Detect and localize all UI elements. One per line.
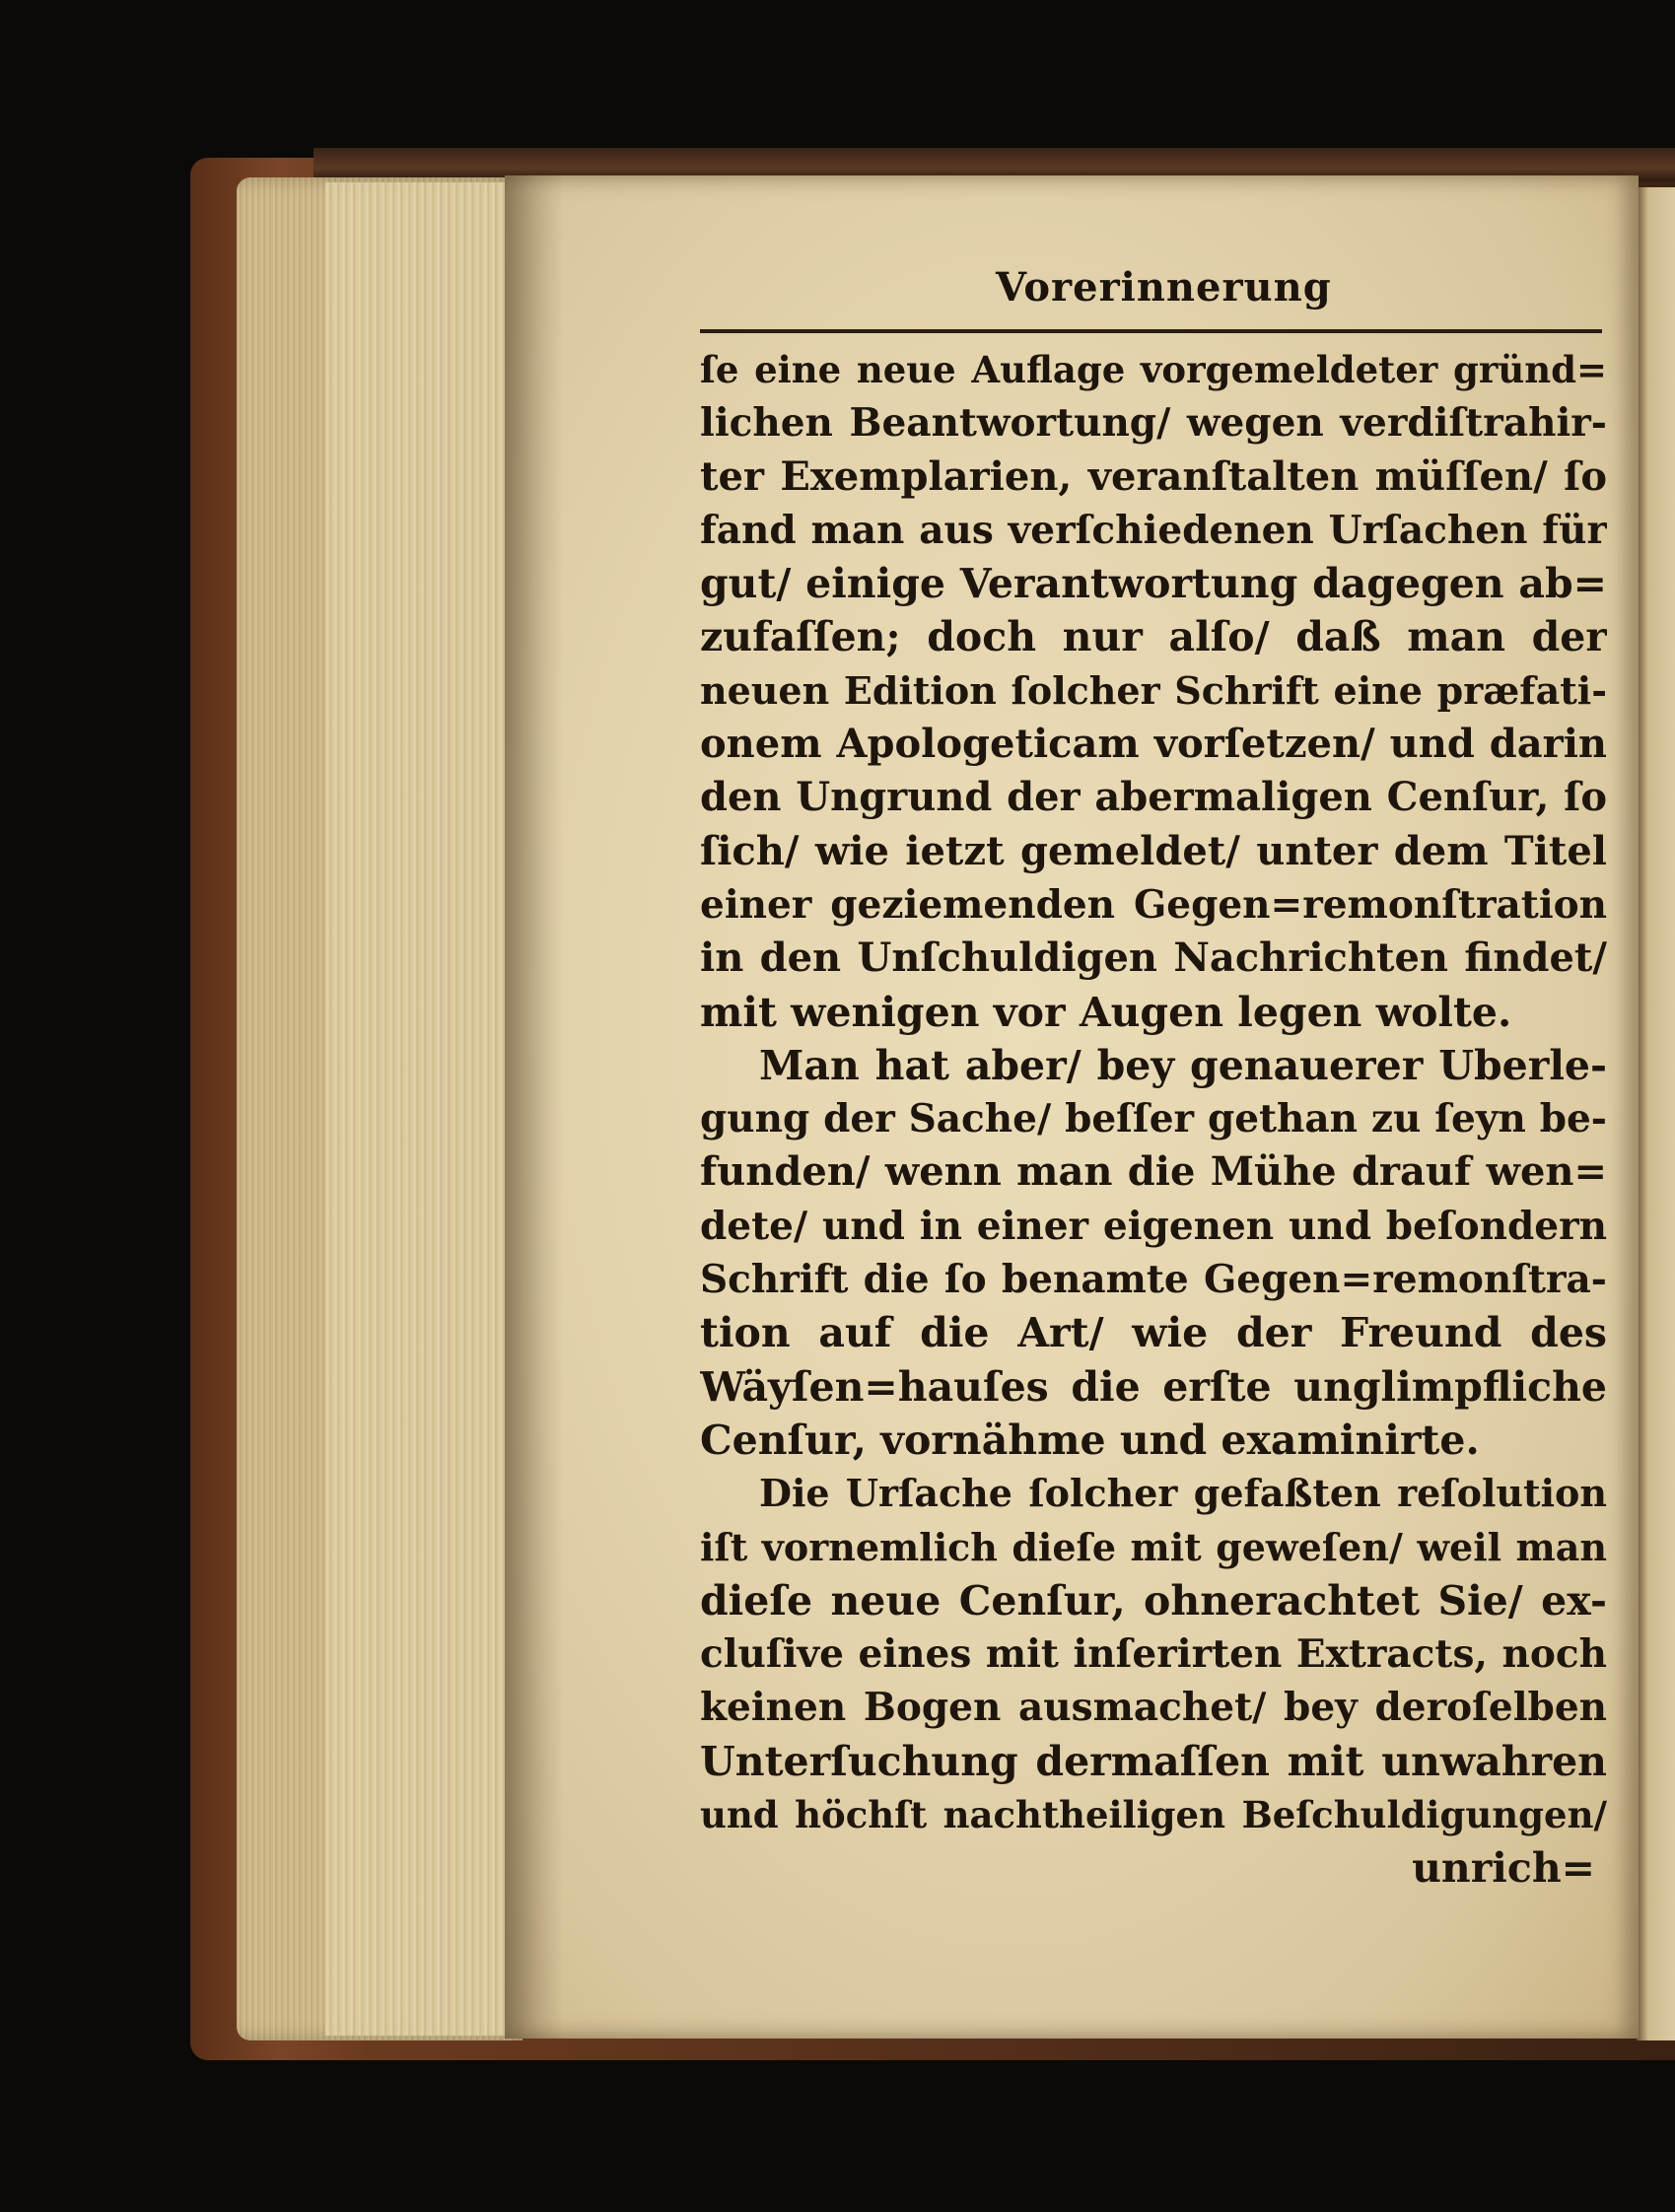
text-line: Die Urſache ſolcher gefaßten reſolution [759,1471,1607,1516]
text-line: und höchſt nachtheiligen Beſchuldigungen/ [700,1793,1607,1837]
text-line: Man hat aber/ bey genauerer Uberle- [759,1041,1607,1089]
text-line: neuen Edition ſolcher Schrift eine præfati- [700,667,1607,713]
text-line: iſt vornemlich dieſe mit geweſen/ weil man [700,1524,1607,1569]
text-line: zufaſſen; doch nur alſo/ daß man der [700,613,1607,661]
text-line: Schrift die ſo benamte Gegen=remonſtra- [700,1257,1607,1303]
text-line: Wäyſen=hauſes die erſte unglimpfliche [700,1362,1607,1411]
header-rule [700,329,1602,333]
text-line: mit wenigen vor Augen legen wolte. [700,988,1512,1036]
text-line: den Ungrund der abermaligen Cenſur, ſo [700,774,1607,821]
catchword: unrich= [1412,1844,1595,1893]
text-line: tion auf die Art/ wie der Freund des [700,1309,1607,1357]
page-edge-inner [325,182,513,2036]
text-line: cluſive eines mit inſerirten Extracts, noch [700,1631,1607,1678]
gutter-shadow [505,175,564,2039]
text-line: gung der Sache/ beſſer gethan zu ſeyn be- [700,1096,1607,1142]
text-line: keinen Bogen ausmachet/ bey deroſelben [700,1685,1607,1731]
text-line: Cenſur, vornähme und examinirte. [700,1416,1480,1464]
text-line: dete/ und in einer eigenen und beſondern [700,1203,1607,1249]
body-text [700,343,1607,1896]
text-line: funden/ wenn man die Mühe drauf wen= [700,1148,1607,1196]
text-line: ter Exemplarien, veranſtalten müſſen/ ſo [700,452,1607,500]
text-line: gut/ einige Verantwortung dagegen ab= [700,560,1607,608]
text-line: fand man aus verſchiedenen Urſachen für [700,507,1607,553]
text-line: Unterſuchung dermaſſen mit unwahren [700,1737,1607,1785]
text-line: ſe eine neue Auflage vorgemeldeter gründ= [700,348,1607,391]
text-line: lichen Beantwortung/ wegen verdiſtrahir- [700,400,1607,447]
text-line: ſich/ wie ietzt gemeldet/ unter dem Titel [700,827,1607,874]
running-head: Vorerinnerung [996,264,1332,311]
text-line: dieſe neue Cenſur, ohnerachtet Sie/ ex- [700,1576,1607,1624]
facing-page-sliver [1637,187,1675,2040]
text-line: in den Unſchuldigen Nachrichten findet/ [700,934,1607,982]
text-line: onem Apologeticam vorſetzen/ und darin [700,721,1607,768]
text-line: einer geziemenden Gegen=remonſtration [700,881,1607,928]
